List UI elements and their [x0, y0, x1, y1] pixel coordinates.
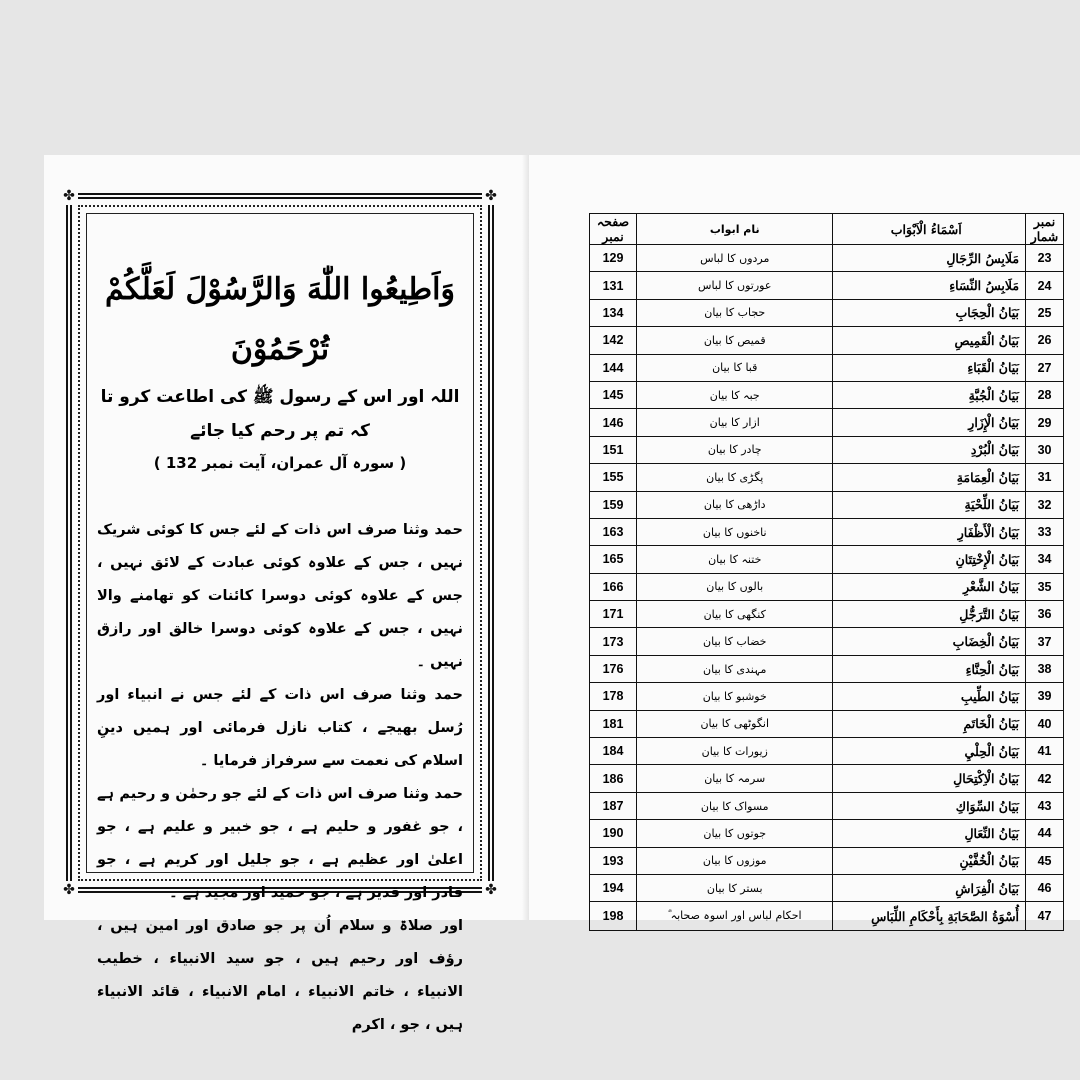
chapter-title-urdu: پگڑی کا بیان — [636, 464, 833, 491]
chapter-number: 26 — [1026, 327, 1064, 354]
chapter-number: 42 — [1026, 765, 1064, 792]
page-number: 171 — [590, 601, 637, 628]
header-urdu-title: نام ابواب — [636, 214, 833, 245]
table-row — [590, 902, 1064, 931]
table-row — [590, 710, 1064, 737]
chapter-title-urdu: قبا کا بیان — [636, 354, 833, 381]
chapter-title-arabic: بَيَانُ الْإِخْتِتَانِ — [833, 546, 1026, 573]
quran-verse-arabic: وَاَطِيعُوا اللّٰهَ وَالرَّسُوْلَ لَعَلَّكُمْ تُرْحَمُوْنَ — [105, 272, 455, 367]
preface-paragraph: حمد وثنا صرف اس ذات کے لئے جس کا کوئی شریک نہیں ، جس کے علاوہ کوئی عبادت کے لائق نہیں ، جس کے علاوہ کوئی دوسرا کائنات کو تھامنے والا نہیں ، جس کے علاوہ کوئی دوسرا خالق اور رازق نہیں ۔ — [97, 522, 463, 670]
table-row — [590, 601, 1064, 628]
chapter-title-urdu: انگوٹھی کا بیان — [636, 710, 833, 737]
table-row — [590, 683, 1064, 710]
page-number: 193 — [590, 847, 637, 874]
preface-paragraph: حمد وثنا صرف اس ذات کے لئے جو رحمٰن و رحیم ہے ، جو غفور و حلیم ہے ، جو خبیر و علیم ہے ، جو اعلیٰ اور عظیم ہے ، جو جلیل اور کریم ہے ، جو قادر اور قدیر ہے ، جو حمید اور مجید ہے ۔ — [97, 786, 463, 901]
page-number: 146 — [590, 409, 637, 436]
page-number: 163 — [590, 518, 637, 545]
chapter-title-arabic: مَلَابِسُ النِّسَاءِ — [833, 272, 1026, 299]
chapter-number: 32 — [1026, 491, 1064, 518]
page-number: 134 — [590, 299, 637, 326]
table-row — [590, 820, 1064, 847]
chapter-title-urdu: جبہ کا بیان — [636, 381, 833, 408]
table-row — [590, 464, 1064, 491]
page-number: 145 — [590, 381, 637, 408]
page-number: 142 — [590, 327, 637, 354]
chapter-title-urdu: مردوں کا لباس — [636, 245, 833, 272]
chapter-title-arabic: بَيَانُ اللِّحْيَةِ — [833, 491, 1026, 518]
chapter-title-urdu: حجاب کا بیان — [636, 299, 833, 326]
right-page — [529, 155, 1080, 924]
chapter-title-arabic: بَيَانُ الْعِمَامَةِ — [833, 464, 1026, 491]
chapter-title-urdu: ختنہ کا بیان — [636, 546, 833, 573]
chapter-number: 27 — [1026, 354, 1064, 381]
chapter-number: 34 — [1026, 546, 1064, 573]
quran-verse-translation: اللہ اور اس کے رسول ﷺ کی اطاعت کرو تا کہ تم پر رحم کیا جائے — [100, 387, 460, 441]
corner-ornament-icon: ✤ — [482, 881, 500, 899]
header-arabic-title: اَسْمَاءُ الْاَبْوَاب — [833, 214, 1026, 245]
chapter-title-urdu: ناخنوں کا بیان — [636, 518, 833, 545]
chapter-title-urdu: مسواک کا بیان — [636, 792, 833, 819]
chapter-number: 37 — [1026, 628, 1064, 655]
chapter-number: 29 — [1026, 409, 1064, 436]
table-row — [590, 847, 1064, 874]
table-row — [590, 299, 1064, 326]
chapter-title-arabic: بَيَانُ الْأَظْفَارِ — [833, 518, 1026, 545]
chapter-number: 23 — [1026, 245, 1064, 272]
page-number: 159 — [590, 491, 637, 518]
page-number: 166 — [590, 573, 637, 600]
chapter-number: 43 — [1026, 792, 1064, 819]
table-row — [590, 874, 1064, 901]
chapter-title-arabic: بَيَانُ الْخُفَّيْنِ — [833, 847, 1026, 874]
toc-header-row — [590, 214, 1064, 245]
chapter-title-urdu: جوتوں کا بیان — [636, 820, 833, 847]
chapter-number: 39 — [1026, 683, 1064, 710]
toc-body — [590, 245, 1064, 931]
chapter-title-arabic: مَلَابِسُ الرِّجَالِ — [833, 245, 1026, 272]
chapter-title-urdu: چادر کا بیان — [636, 436, 833, 463]
chapter-title-arabic: بَيَانُ السِّوَاكِ — [833, 792, 1026, 819]
chapter-title-urdu: داڑھی کا بیان — [636, 491, 833, 518]
table-row — [590, 245, 1064, 272]
page-number: 198 — [590, 902, 637, 931]
table-of-contents — [589, 213, 1064, 931]
chapter-title-urdu: قمیص کا بیان — [636, 327, 833, 354]
chapter-number: 38 — [1026, 655, 1064, 682]
chapter-title-urdu: موزوں کا بیان — [636, 847, 833, 874]
chapter-title-arabic: بَيَانُ الْقَبَاءِ — [833, 354, 1026, 381]
chapter-title-urdu: بالوں کا بیان — [636, 573, 833, 600]
chapter-number: 24 — [1026, 272, 1064, 299]
corner-ornament-icon: ✤ — [60, 881, 78, 899]
corner-ornament-icon: ✤ — [482, 187, 500, 205]
table-row — [590, 272, 1064, 299]
chapter-title-arabic: بَيَانُ التَّرَجُّلِ — [833, 601, 1026, 628]
page-number: 178 — [590, 683, 637, 710]
page-number: 144 — [590, 354, 637, 381]
page-number: 187 — [590, 792, 637, 819]
page-number: 176 — [590, 655, 637, 682]
page-number: 131 — [590, 272, 637, 299]
page-number: 173 — [590, 628, 637, 655]
chapter-number: 35 — [1026, 573, 1064, 600]
chapter-title-arabic: بَيَانُ الشَّعْرِ — [833, 573, 1026, 600]
chapter-number: 33 — [1026, 518, 1064, 545]
page-number: 186 — [590, 765, 637, 792]
table-row — [590, 327, 1064, 354]
table-row — [590, 381, 1064, 408]
page-number: 129 — [590, 245, 637, 272]
table-row — [590, 792, 1064, 819]
chapter-title-arabic: بَيَانُ الْخِضَابِ — [833, 628, 1026, 655]
open-book-spread — [44, 155, 1080, 1033]
chapter-title-arabic: بَيَانُ الْحِجَابِ — [833, 299, 1026, 326]
preface-paragraph: حمد وثنا صرف اس ذات کے لئے جس نے انبیاء اور رُسل بھیجے ، کتاب نازل فرمائی اور ہمیں دینِ اسلام کی نعمت سے سرفراز فرمایا ۔ — [97, 687, 463, 769]
corner-ornament-icon: ✤ — [60, 187, 78, 205]
header-serial: نمبر شمار — [1026, 214, 1064, 245]
chapter-title-urdu: خضاب کا بیان — [636, 628, 833, 655]
chapter-title-arabic: أُسْوَةُ الصَّحَابَةِ بِأَحْكَامِ اللِّبَاسِ — [833, 902, 1026, 931]
chapter-number: 40 — [1026, 710, 1064, 737]
page-number: 184 — [590, 738, 637, 765]
chapter-title-urdu: خوشبو کا بیان — [636, 683, 833, 710]
chapter-title-arabic: بَيَانُ الْاِكْتِحَالِ — [833, 765, 1026, 792]
chapter-title-urdu: سرمہ کا بیان — [636, 765, 833, 792]
chapter-number: 28 — [1026, 381, 1064, 408]
ornamental-border — [63, 188, 497, 1033]
chapter-title-arabic: بَيَانُ الْقَمِيصِ — [833, 327, 1026, 354]
table-row — [590, 628, 1064, 655]
table-row — [590, 546, 1064, 573]
preface-paragraph: اور صلاۃ و سلام اُن پر جو صادق اور امین ہیں ، رؤف اور رحیم ہیں ، جو سید الانبیاء ، خطیب الانبیاء ، خاتم الانبیاء ، امام الانبیاء ، قائد الانبیاء ہیں ، جو ، اکرم — [97, 918, 463, 1033]
left-page — [44, 155, 529, 1033]
chapter-title-arabic: بَيَانُ الْجُبَّةِ — [833, 381, 1026, 408]
chapter-number: 30 — [1026, 436, 1064, 463]
chapter-number: 44 — [1026, 820, 1064, 847]
verse-reference: ( سورہ آل عمران، آیت نمبر 132 ) — [153, 454, 407, 472]
table-row — [590, 409, 1064, 436]
chapter-title-urdu: ازار کا بیان — [636, 409, 833, 436]
preface-content — [86, 213, 474, 1033]
chapter-title-urdu: عورتوں کا لباس — [636, 272, 833, 299]
page-number: 165 — [590, 546, 637, 573]
table-row — [590, 573, 1064, 600]
chapter-number: 45 — [1026, 847, 1064, 874]
page-number: 155 — [590, 464, 637, 491]
table-row — [590, 491, 1064, 518]
chapter-number: 47 — [1026, 902, 1064, 931]
page-number: 190 — [590, 820, 637, 847]
chapter-number: 41 — [1026, 738, 1064, 765]
chapter-title-arabic: بَيَانُ الْخَاتَمِ — [833, 710, 1026, 737]
chapter-title-arabic: بَيَانُ الطِّيبِ — [833, 683, 1026, 710]
chapter-number: 31 — [1026, 464, 1064, 491]
chapter-title-arabic: بَيَانُ الْحِلْيِ — [833, 738, 1026, 765]
chapter-title-arabic: بَيَانُ الْحِنَّاءِ — [833, 655, 1026, 682]
header-page: صفحہ نمبر — [590, 214, 637, 245]
table-row — [590, 436, 1064, 463]
chapter-title-urdu: احکام لباس اور اسوہ صحابہ ؓ — [636, 902, 833, 931]
page-number: 151 — [590, 436, 637, 463]
page-number: 194 — [590, 874, 637, 901]
chapter-title-urdu: بستر کا بیان — [636, 874, 833, 901]
chapter-title-arabic: بَيَانُ النِّعَالِ — [833, 820, 1026, 847]
page-number: 181 — [590, 710, 637, 737]
chapter-title-urdu: مہندی کا بیان — [636, 655, 833, 682]
chapter-title-arabic: بَيَانُ الْبُرْدِ — [833, 436, 1026, 463]
chapter-number: 46 — [1026, 874, 1064, 901]
chapter-title-arabic: بَيَانُ الْفِرَاشِ — [833, 874, 1026, 901]
table-row — [590, 655, 1064, 682]
table-row — [590, 518, 1064, 545]
chapter-title-arabic: بَيَانُ الْإِزَارِ — [833, 409, 1026, 436]
chapter-number: 25 — [1026, 299, 1064, 326]
chapter-number: 36 — [1026, 601, 1064, 628]
chapter-title-urdu: کنگھی کا بیان — [636, 601, 833, 628]
chapter-title-urdu: زیورات کا بیان — [636, 738, 833, 765]
table-row — [590, 354, 1064, 381]
table-row — [590, 738, 1064, 765]
table-row — [590, 765, 1064, 792]
